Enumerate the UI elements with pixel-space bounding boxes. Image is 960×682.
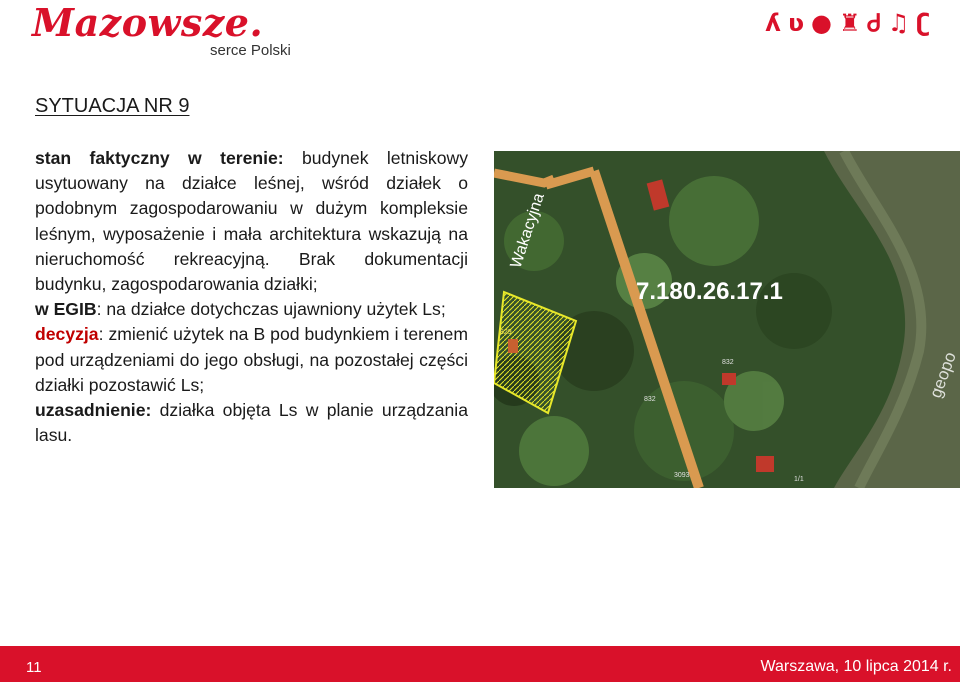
mazowsze-logo xyxy=(30,0,310,62)
footer-date: Warszawa, 10 lipca 2014 r. xyxy=(760,658,952,675)
map-watermark: geopo xyxy=(925,349,960,401)
aerial-photo xyxy=(494,151,960,488)
cloud-icon: ● xyxy=(811,9,832,37)
paragraph-decision xyxy=(35,322,468,398)
parcel-number-832: 832 xyxy=(722,359,734,366)
label-egib: w EGIB xyxy=(35,299,97,320)
header-icon-strip xyxy=(765,8,930,38)
paragraph-actual-state xyxy=(35,146,468,297)
person-icon: ʎ xyxy=(765,9,781,37)
slide-title: SYTUACJA NR 9 xyxy=(35,95,190,117)
text-justification: działka objęta Ls w planie urządzania lasu. xyxy=(35,400,468,446)
logo-subtitle: serce Polski xyxy=(210,42,291,59)
aerial-map xyxy=(494,151,960,488)
bird-icon: ʋ xyxy=(787,9,805,37)
music-note-icon: ♫ xyxy=(887,9,910,37)
parcel-number-3093: 3093 xyxy=(674,472,690,479)
castle-icon: ♜ xyxy=(838,9,861,37)
parcel-number-829: 829 xyxy=(500,329,512,336)
label-justification: uzasadnienie: xyxy=(35,400,152,421)
parcel-number-832b: 832 xyxy=(644,396,656,403)
paragraph-egib xyxy=(35,297,468,322)
text-egib: : na działce dotychczas ujawniony użytek Ls; xyxy=(96,299,446,320)
text-actual-state: budynek letniskowy usytuowany na działce leśnej, wśród działek o podobnym zagospodarowaniu w dużym kompleksie leśnym, wyposażenie i mała architektura wskazują na nieruchomość rekreacyjną. Brak dokumentacji budynku, zagospodarowania działki; xyxy=(35,148,469,295)
label-actual-state: stan faktyczny w terenie: xyxy=(35,148,284,168)
page-number: 11 xyxy=(26,659,42,676)
paragraph-justification xyxy=(35,398,468,448)
text-decision: : zmienić użytek na B pod budynkiem i terenem pod urządzeniami do jego obsługi, na pozostałej części działki pozostawić Ls; xyxy=(35,324,468,395)
logo-wordmark: Mazowsze. xyxy=(32,0,264,45)
parcel-number-1-1: 1/1 xyxy=(794,476,804,483)
parcel-id-label: 7.180.26.17.1 xyxy=(636,278,783,305)
road-label: Wakacyjna xyxy=(507,191,548,271)
label-decision: decyzja xyxy=(35,324,99,345)
mask-icon: Ꮷ xyxy=(867,9,881,37)
leaf-icon: ʗ xyxy=(916,9,930,37)
situation-description xyxy=(35,146,468,448)
footer-bar xyxy=(0,646,960,682)
